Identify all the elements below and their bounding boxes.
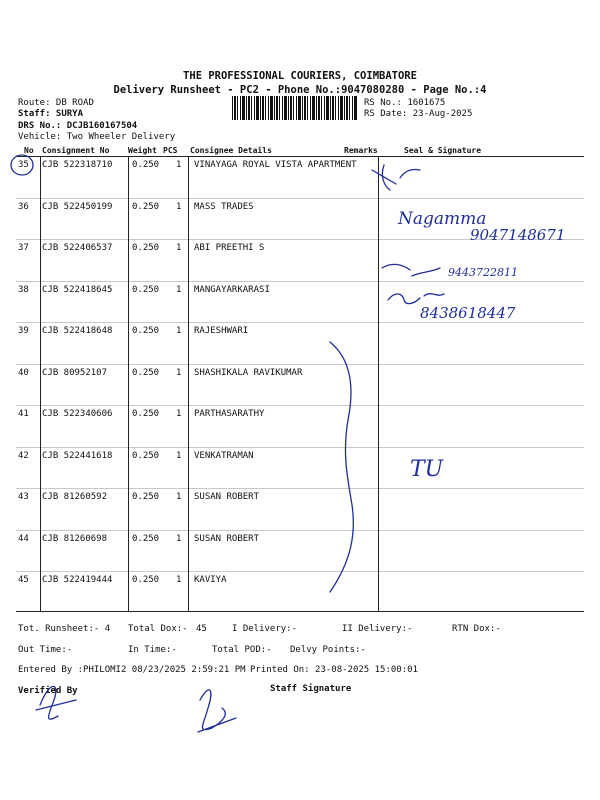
table-row <box>0 492 600 534</box>
consignee-name: KAVIYA <box>194 575 227 585</box>
pcs-value: 1 <box>176 575 182 585</box>
consignment-number: CJB 522441618 <box>42 450 113 461</box>
pcs-value: 1 <box>176 160 182 170</box>
header-rule <box>16 156 584 157</box>
total-dox-label: Total Dox:- <box>128 624 188 634</box>
route-label: Route: DB ROAD <box>18 98 94 108</box>
ii-delivery: II Delivery:- <box>342 624 413 634</box>
staff-label: Staff: SURYA <box>18 109 84 119</box>
col-no: No <box>24 146 34 155</box>
table-row <box>0 575 600 617</box>
consignee-name: VINAYAGA ROYAL VISTA APARTMENT <box>194 160 357 170</box>
pcs-value: 1 <box>176 450 182 461</box>
row-number: 43 <box>18 492 29 502</box>
runsheet-subtitle: Delivery Runsheet - PC2 - Phone No.:9047080280 - Page No.:4 <box>113 84 487 96</box>
pcs-value: 1 <box>176 326 182 336</box>
out-time: Out Time:- <box>18 645 73 655</box>
consignment-number: CJB 522406537 <box>42 243 113 253</box>
consignment-number: CJB 522418648 <box>42 326 113 336</box>
pcs-value: 1 <box>176 367 182 378</box>
row-number: 39 <box>18 326 29 336</box>
barcode-graphic <box>232 96 358 120</box>
consignee-name: RAJESHWARI <box>194 326 249 336</box>
company-title: THE PROFESSIONAL COURIERS, COIMBATORE <box>183 70 417 82</box>
col-weight: Weight <box>128 146 157 155</box>
consignee-name: SUSAN ROBERT <box>194 533 260 544</box>
pcs-value: 1 <box>176 409 182 419</box>
consignment-number: CJB 522450199 <box>42 201 113 212</box>
row-divider <box>16 364 584 365</box>
row-number: 45 <box>18 575 29 585</box>
verified-by: Verified By <box>18 686 78 696</box>
table-row <box>0 534 600 576</box>
col-consignee: Consignee Details <box>190 146 272 155</box>
row-number: 36 <box>18 201 29 212</box>
weight-value: 0.250 <box>132 160 160 170</box>
col-remarks: Remarks <box>344 146 378 155</box>
consignment-number: CJB 522418645 <box>42 284 113 295</box>
row-number: 44 <box>18 533 29 544</box>
row-number: 38 <box>18 284 29 295</box>
row-divider <box>16 198 584 199</box>
weight-value: 0.250 <box>132 492 160 502</box>
staff-signature-mark <box>198 690 236 732</box>
consignee-name: SHASHIKALA RAVIKUMAR <box>194 367 303 378</box>
pcs-value: 1 <box>176 284 182 295</box>
row-number: 37 <box>18 243 29 253</box>
vehicle-label: Vehicle: Two Wheeler Delivery <box>18 132 176 142</box>
printed-on: Printed On: 23-08-2025 15:00:01 <box>250 665 418 675</box>
pcs-value: 1 <box>176 492 182 502</box>
consignment-number: CJB 522318710 <box>42 160 113 170</box>
handwriting-initials-42: TU <box>410 457 444 482</box>
entered-by: Entered By :PHILOMI2 08/23/2025 2:59:21 PM <box>18 665 246 675</box>
table-row <box>0 451 600 493</box>
weight-value: 0.250 <box>132 450 160 461</box>
consignee-name: MANGAYARKARASI <box>194 284 270 295</box>
table-row <box>0 368 600 410</box>
handwriting-phone-38: 8438618447 <box>420 304 516 322</box>
pcs-value: 1 <box>176 201 182 212</box>
pcs-value: 1 <box>176 243 182 253</box>
table-row <box>0 285 600 327</box>
consignment-number: CJB 522340606 <box>42 409 113 419</box>
consignee-name: VENKATRAMAN <box>194 450 254 461</box>
rtn-dox: RTN Dox:- <box>452 624 501 634</box>
col-consignment: Consignment No <box>42 146 110 155</box>
row-number: 35 <box>18 160 29 170</box>
consignee-name: ABI PREETHI S <box>194 243 265 253</box>
row-divider <box>16 488 584 489</box>
table-row <box>0 160 600 202</box>
weight-value: 0.250 <box>132 326 160 336</box>
weight-value: 0.250 <box>132 533 160 544</box>
handwriting-phone-37: 9443722811 <box>448 266 518 279</box>
col-pcs: PCS <box>163 146 178 155</box>
delvy-points: Delvy Points:- <box>290 645 366 655</box>
handwriting-name-36: Nagamma <box>398 209 487 229</box>
consignment-number: CJB 81260698 <box>42 533 108 544</box>
in-time: In Time:- <box>128 645 177 655</box>
consignee-name: MASS TRADES <box>194 201 254 212</box>
row-divider <box>16 447 584 448</box>
weight-value: 0.250 <box>132 409 160 419</box>
consignment-number: CJB 80952107 <box>42 367 108 378</box>
weight-value: 0.250 <box>132 243 160 253</box>
table-row <box>0 243 600 285</box>
total-dox-value: 45 <box>196 624 207 634</box>
table-row <box>0 202 600 244</box>
row-number: 42 <box>18 450 29 461</box>
rs-date: RS Date: 23-Aug-2025 <box>364 109 473 119</box>
weight-value: 0.250 <box>132 201 160 212</box>
row-number: 40 <box>18 367 29 378</box>
table-row <box>0 409 600 451</box>
row-number: 41 <box>18 409 29 419</box>
staff-signature-label: Staff Signature <box>270 684 352 694</box>
consignee-name: PARTHASARATHY <box>194 409 265 419</box>
rs-number: RS No.: 1601675 <box>364 98 446 108</box>
consignee-name: SUSAN ROBERT <box>194 492 260 502</box>
drs-number: DRS No.: DCJB160167504 <box>18 121 138 131</box>
weight-value: 0.250 <box>132 367 160 378</box>
row-divider <box>16 405 584 406</box>
handwriting-phone-36: 9047148671 <box>470 226 566 244</box>
i-delivery: I Delivery:- <box>232 624 298 634</box>
row-divider <box>16 239 584 240</box>
weight-value: 0.250 <box>132 575 160 585</box>
consignment-number: CJB 81260592 <box>42 492 108 502</box>
table-row <box>0 326 600 368</box>
weight-value: 0.250 <box>132 284 160 295</box>
row-divider <box>16 281 584 282</box>
tot-runsheet: Tot. Runsheet:- 4 <box>18 624 111 634</box>
total-pod: Total POD:- <box>212 645 272 655</box>
pcs-value: 1 <box>176 533 182 544</box>
row-divider <box>16 530 584 531</box>
row-divider <box>16 571 584 572</box>
consignment-number: CJB 522419444 <box>42 575 113 585</box>
col-seal-signature: Seal & Signature <box>404 146 482 155</box>
row-divider <box>16 322 584 323</box>
